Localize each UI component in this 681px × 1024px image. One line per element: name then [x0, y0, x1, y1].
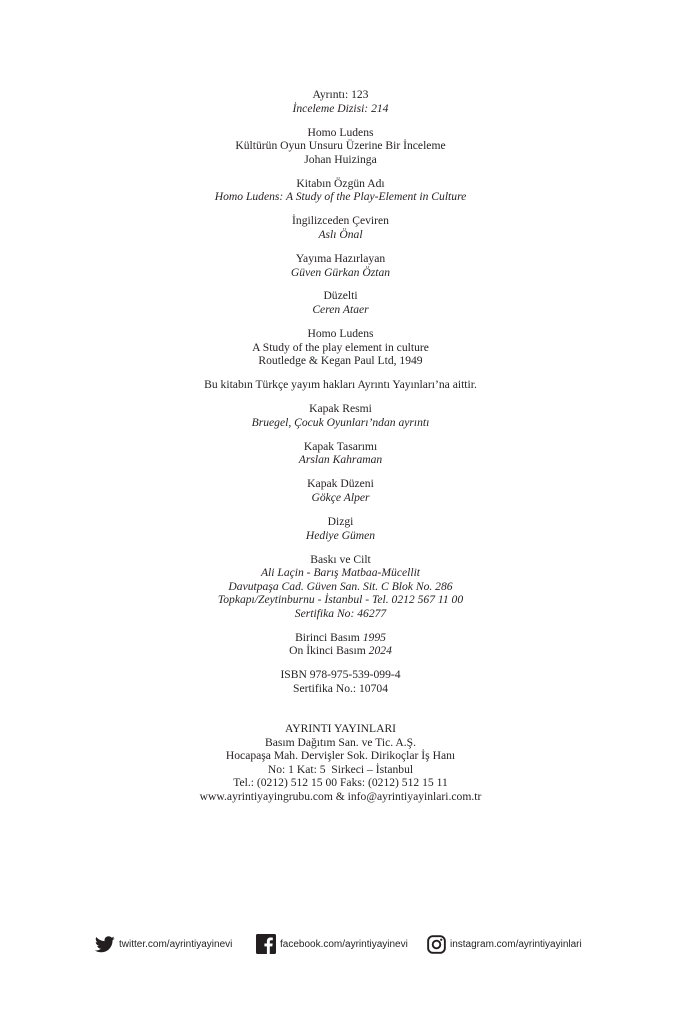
typesetting-label: Dizgi — [327, 514, 354, 528]
translator-block — [0, 214, 681, 241]
book-author: Johan Huizinga — [304, 152, 377, 166]
social-twitter[interactable] — [95, 932, 232, 956]
printer-address-city: Topkapı/Zeytinburnu - İstanbul - Tel. 0212 567 11 00 — [217, 593, 464, 607]
publisher-web[interactable]: www.ayrintiyayingrubu.com & info@ayrintiyayinlari.com.tr — [199, 790, 482, 804]
proofreading-block — [0, 289, 681, 316]
social-facebook[interactable] — [256, 932, 408, 956]
printer-name: Ali Laçin - Barış Matbaa-Mücellit — [260, 566, 421, 580]
editions-block — [0, 631, 681, 658]
printing-block — [0, 553, 681, 621]
current-edition-year: 2024 — [368, 644, 392, 658]
editor-block — [0, 252, 681, 279]
first-edition — [0, 631, 681, 645]
publisher-name: AYRINTI YAYINLARI — [284, 722, 397, 736]
social-links — [0, 932, 681, 956]
instagram-handle: instagram.com/ayrintiyayinlari — [450, 938, 582, 950]
original-title-label: Kitabın Özgün Adı — [296, 176, 385, 190]
original-edition-title: Homo Ludens — [307, 327, 374, 341]
original-edition-block — [0, 327, 681, 368]
cover-image-block — [0, 402, 681, 429]
facebook-handle: facebook.com/ayrintiyayinevi — [280, 938, 408, 950]
cover-layout-name: Gökçe Alper — [311, 490, 370, 504]
cover-design-block — [0, 440, 681, 467]
first-edition-year: 1995 — [362, 630, 386, 644]
current-edition — [0, 644, 681, 658]
copyright-page — [0, 88, 681, 814]
cover-designer-name: Arslan Kahraman — [298, 453, 383, 467]
rights-block — [0, 378, 681, 392]
current-edition-label: On İkinci Basım — [289, 644, 366, 658]
series-block — [0, 88, 681, 115]
typesetting-block — [0, 515, 681, 542]
book-block — [0, 126, 681, 167]
publisher-block — [0, 722, 681, 804]
cover-image-value: Bruegel, Çocuk Oyunları’ndan ayrıntı — [251, 415, 430, 429]
proofreader-name: Ceren Ataer — [312, 303, 369, 317]
twitter-handle: twitter.com/ayrintiyayinevi — [119, 938, 233, 950]
series-number: Ayrıntı: 123 — [312, 88, 369, 101]
proofreading-label: Düzelti — [323, 289, 358, 303]
publisher-address-city: No: 1 Kat: 5 Sirkeci – İstanbul — [267, 762, 414, 776]
publisher-address: Hocapaşa Mah. Dervişler Sok. Dirikoçlar İş Hanı — [225, 749, 456, 763]
printer-address: Davutpaşa Cad. Güven San. Sit. C Blok No. 286 — [228, 579, 453, 593]
social-instagram[interactable] — [427, 932, 582, 956]
editor-name: Güven Gürkan Öztan — [290, 265, 391, 279]
translator-name: Aslı Önal — [318, 227, 363, 241]
printer-certificate: Sertifika No: 46277 — [294, 606, 387, 620]
cover-design-label: Kapak Tasarımı — [303, 439, 378, 453]
original-title-value: Homo Ludens: A Study of the Play-Element in Culture — [214, 190, 467, 204]
instagram-icon — [427, 935, 446, 954]
first-edition-label: Birinci Basım — [295, 630, 360, 644]
twitter-icon — [95, 936, 115, 953]
facebook-icon — [256, 934, 276, 954]
isbn-certificate: Sertifika No.: 10704 — [293, 682, 388, 696]
publisher-phone: Tel.: (0212) 512 15 00 Faks: (0212) 512 15 11 — [233, 776, 448, 790]
subseries-number: İnceleme Dizisi: 214 — [292, 101, 389, 115]
cover-layout-block — [0, 477, 681, 504]
typesetter-name: Hediye Gümen — [305, 528, 376, 542]
book-title: Homo Ludens — [307, 125, 374, 139]
translator-label: İngilizceden Çeviren — [292, 214, 389, 228]
printing-label: Baskı ve Cilt — [310, 552, 371, 566]
original-title-block — [0, 177, 681, 204]
rights-statement: Bu kitabın Türkçe yayım hakları Ayrıntı Yayınları’na aittir. — [204, 378, 477, 392]
isbn: ISBN 978-975-539-099-4 — [280, 668, 401, 682]
isbn-block — [0, 668, 681, 695]
cover-layout-label: Kapak Düzeni — [307, 477, 374, 491]
original-edition-publisher: Routledge & Kegan Paul Ltd, 1949 — [258, 354, 423, 368]
book-subtitle: Kültürün Oyun Unsuru Üzerine Bir İnceleme — [235, 139, 446, 153]
editor-label: Yayıma Hazırlayan — [295, 251, 386, 265]
publisher-company: Basım Dağıtım San. ve Tic. A.Ş. — [264, 735, 417, 749]
cover-image-label: Kapak Resmi — [309, 402, 372, 416]
original-edition-subtitle: A Study of the play element in culture — [252, 340, 429, 354]
